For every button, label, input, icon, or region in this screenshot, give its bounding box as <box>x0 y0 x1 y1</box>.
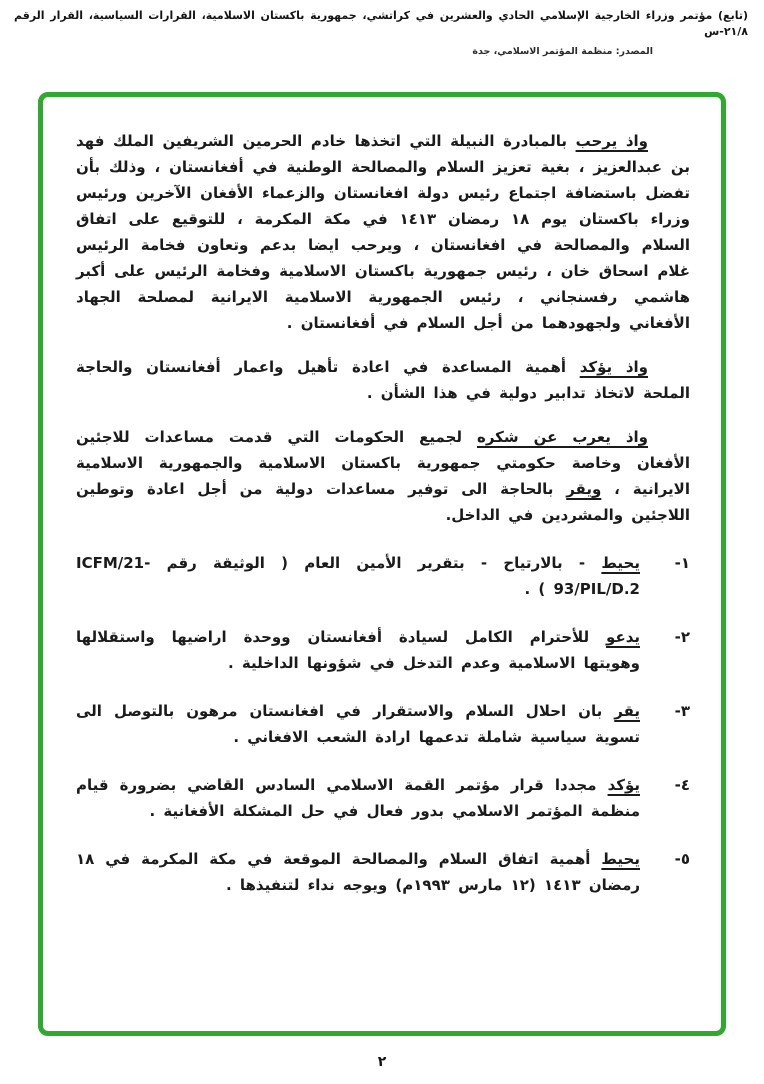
text-run: مجددا قرار مؤتمر القمة الاسلامي السادس القاضي بضرورة قيام منظمة المؤتمر الاسلامي بدور فعال في حل المشكلة الأفغانية . <box>76 776 640 820</box>
document-body <box>76 128 690 898</box>
item-text <box>76 772 640 824</box>
item-number: ٣- <box>674 702 690 720</box>
text-run: أهمية المساعدة في اعادة تأهيل واعمار أفغانستان والحاجة الملحة لاتخاذ تدابير دولية في هذا الشأن . <box>76 358 690 402</box>
underlined-lead: واذ يرحب <box>575 132 648 150</box>
text-run: بان احلال السلام والاستقرار في افغانستان مرهون بالتوصل الى تسوية سياسية شاملة تدعمها ارادة الشعب الافغاني . <box>76 702 640 746</box>
paragraph <box>76 354 690 406</box>
text-run: بالمبادرة النبيلة التي اتخذها خادم الحرمين الشريفين الملك فهد بن عبدالعزيز ، بغية تعزيز السلام والمصالحة الوطنية في أفغانستان ، وذلك بأن تفضل باستضافة اجتماع رئيس دولة افغانستان والزعماء الأفغان الآخرين ورئيس وزراء باكستان يوم ١٨ رمضان ١٤١٣ في مكة المكرمة ، للتوقيع على اتفاق السلام والمصالحة في افغانستان ، ويرحب ايضا بدعم وتعاون فخامة الرئيس غلام اسحاق خان ، رئيس جمهورية باكستان الاسلامية وفخامة الرئيس على أكبر هاشمي رفسنجاني ، رئيس الجمهورية الاسلامية الايرانية لمصلحة الجهاد الأفغاني ولجهودهما من أجل السلام في أفغانستان . <box>76 132 690 332</box>
underlined-lead: واذ يؤكد <box>579 358 648 376</box>
underlined-lead: يدعو <box>606 628 640 646</box>
underlined-lead: يحيط <box>601 850 640 868</box>
paragraph <box>76 424 690 528</box>
item-text <box>76 550 640 602</box>
item-text <box>76 698 640 750</box>
underlined-lead: يقر <box>614 702 640 720</box>
text-run: - بالارتياح - بتقرير الأمين العام ( الوثيقة رقم <box>150 554 602 572</box>
numbered-item <box>76 846 690 898</box>
item-number: ٢- <box>674 628 690 646</box>
numbered-item <box>76 550 690 602</box>
text-run: أهمية اتفاق السلام والمصالحة الموقعة في مكة المكرمة في ١٨ رمضان ١٤١٣ (١٢ مارس ١٩٩٣م) ويوجه نداء لتنفيذها . <box>76 850 640 894</box>
numbered-item <box>76 698 690 750</box>
header-title: (تابع) مؤتمر وزراء الخارجية الإسلامي الحادي والعشرين في كراتشي، جمهورية باكستان الاسلامية، القرارات السياسية، القرار الرقم ٢١/٨-س <box>14 9 748 38</box>
paragraph <box>76 128 690 336</box>
text-run: ICFM/21-93/PIL/D.2 <box>76 554 640 598</box>
numbered-item <box>76 772 690 824</box>
page-number: ٢ <box>377 1054 387 1070</box>
underlined-lead: ويقر <box>566 480 602 498</box>
item-text <box>76 846 640 898</box>
text-run: لجميع الحكومات التي قدمت مساعدات للاجئين الأفغان وخاصة حكومتي جمهورية باكستان الاسلامية والجمهورية الاسلامية الايرانية ، <box>76 428 690 498</box>
item-number: ٤- <box>674 776 690 794</box>
underlined-lead: يؤكد <box>607 776 640 794</box>
item-number: ١- <box>674 554 690 572</box>
text-run: للأحترام الكامل لسيادة أفغانستان ووحدة اراضيها واستقلالها وهويتها الاسلامية وعدم التدخل في شؤونها الداخلية . <box>76 628 640 672</box>
text-run: ) . <box>524 580 554 598</box>
underlined-lead: يحيط <box>601 554 640 572</box>
page-header <box>14 8 748 57</box>
underlined-lead: واذ يعرب عن شكره <box>477 428 648 446</box>
header-source: المصدر: منظمة المؤتمر الاسلامي، جدة <box>472 45 653 57</box>
item-number: ٥- <box>674 850 690 868</box>
numbered-item <box>76 624 690 676</box>
text-run: بالحاجة الى توفير مساعدات دولية من أجل اعادة وتوطين اللاجئين والمشردين في الداخل. <box>76 480 690 524</box>
item-text <box>76 624 640 676</box>
